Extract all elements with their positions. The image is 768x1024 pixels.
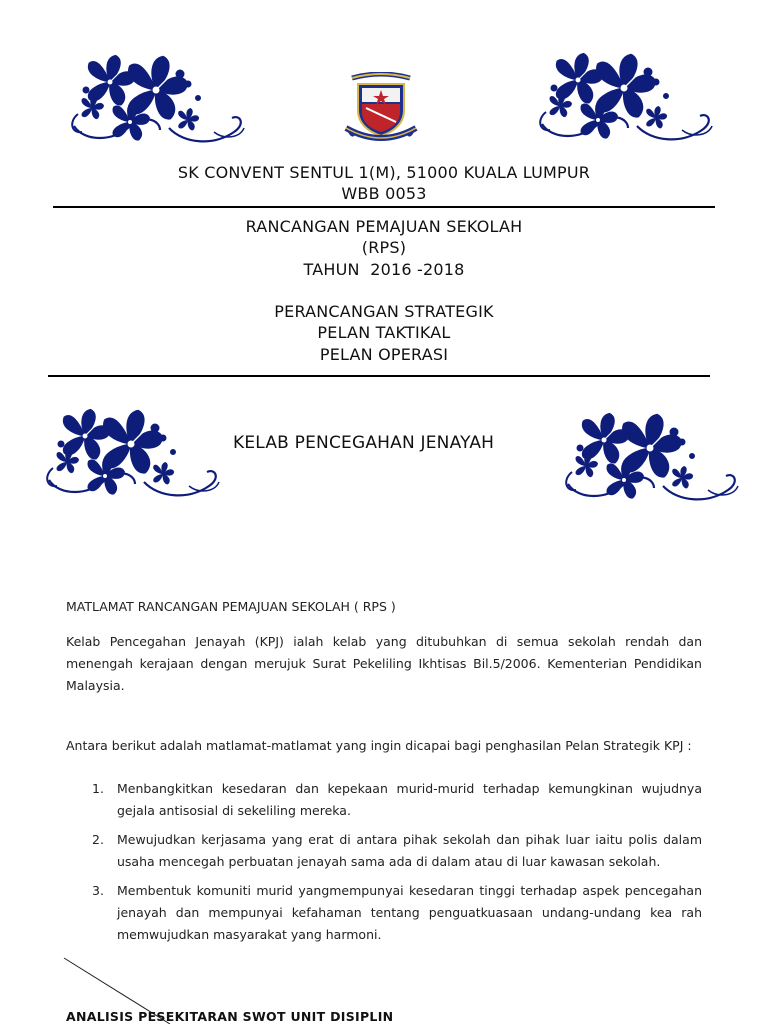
list-item [66,778,702,822]
title-line-3: TAHUN 2016 -2018 [303,260,465,279]
goals-lead: Antara berikut adalah matlamat-matlamat yang ingin dicapai bagi penghasilan Pelan Strategik KPJ : [66,738,692,753]
school-code: WBB 0053 [341,184,427,203]
school-name: SK CONVENT SENTUL 1(M), 51000 KUALA LUMPUR [177,163,591,182]
list-item-text: Membentuk komuniti murid yangmempunyai kesedaran tinggi terhadap aspek pencegahan jenayah dan mempunyai kefahaman tentang penguatkuasaan undang-undang kea rah memwujudkan masyarakat yang harmoni. [117,883,702,942]
title-line-2: (RPS) [361,238,407,257]
title-line-5: PELAN TAKTIKAL [317,323,451,342]
list-item-number: 2. [92,832,104,847]
swot-heading: ANALISIS PESEKITARAN SWOT UNIT DISIPLIN [66,1009,394,1024]
list-item-text: Mewujudkan kerjasama yang erat di antara pihak sekolah dan pihak luar iaitu polis dalam usaha mencegah perbuatan jenayah sama ada di dalam atau di luar kawasan sekolah. [117,832,702,869]
list-item-number: 3. [92,883,104,898]
school-crest-logo [342,72,420,146]
divider-top [53,206,715,208]
list-item-text: Menbangkitkan kesedaran dan kepekaan murid-murid terhadap kemungkinan wujudnya gejala antisosial di sekeliling mereka. [117,781,702,818]
list-item [66,880,702,946]
goals-list [66,778,702,953]
section-heading: MATLAMAT RANCANGAN PEMAJUAN SEKOLAH ( RPS ) [66,599,396,614]
flower-ornament-middle-right [558,412,742,508]
intro-paragraph: Kelab Pencegahan Jenayah (KPJ) ialah kelab yang ditubuhkan di semua sekolah rendah dan menengah kerajaan dengan merujuk Surat Pekeliling Ikhtisas Bil.5/2006. Kementerian Pendidikan Malaysia. [66,634,702,693]
flower-ornament-middle-left [36,408,226,504]
list-item-number: 1. [92,781,104,796]
title-line-6: PELAN OPERASI [319,345,449,364]
list-item [66,829,702,873]
flower-ornament-top-right [532,52,716,148]
club-title: KELAB PENCEGAHAN JENAYAH [233,433,495,453]
title-line-4: PERANCANGAN STRATEGIK [274,302,494,321]
flower-ornament-top-left [64,54,248,150]
divider-bottom [48,375,710,377]
title-line-1: RANCANGAN PEMAJUAN SEKOLAH [245,217,523,236]
